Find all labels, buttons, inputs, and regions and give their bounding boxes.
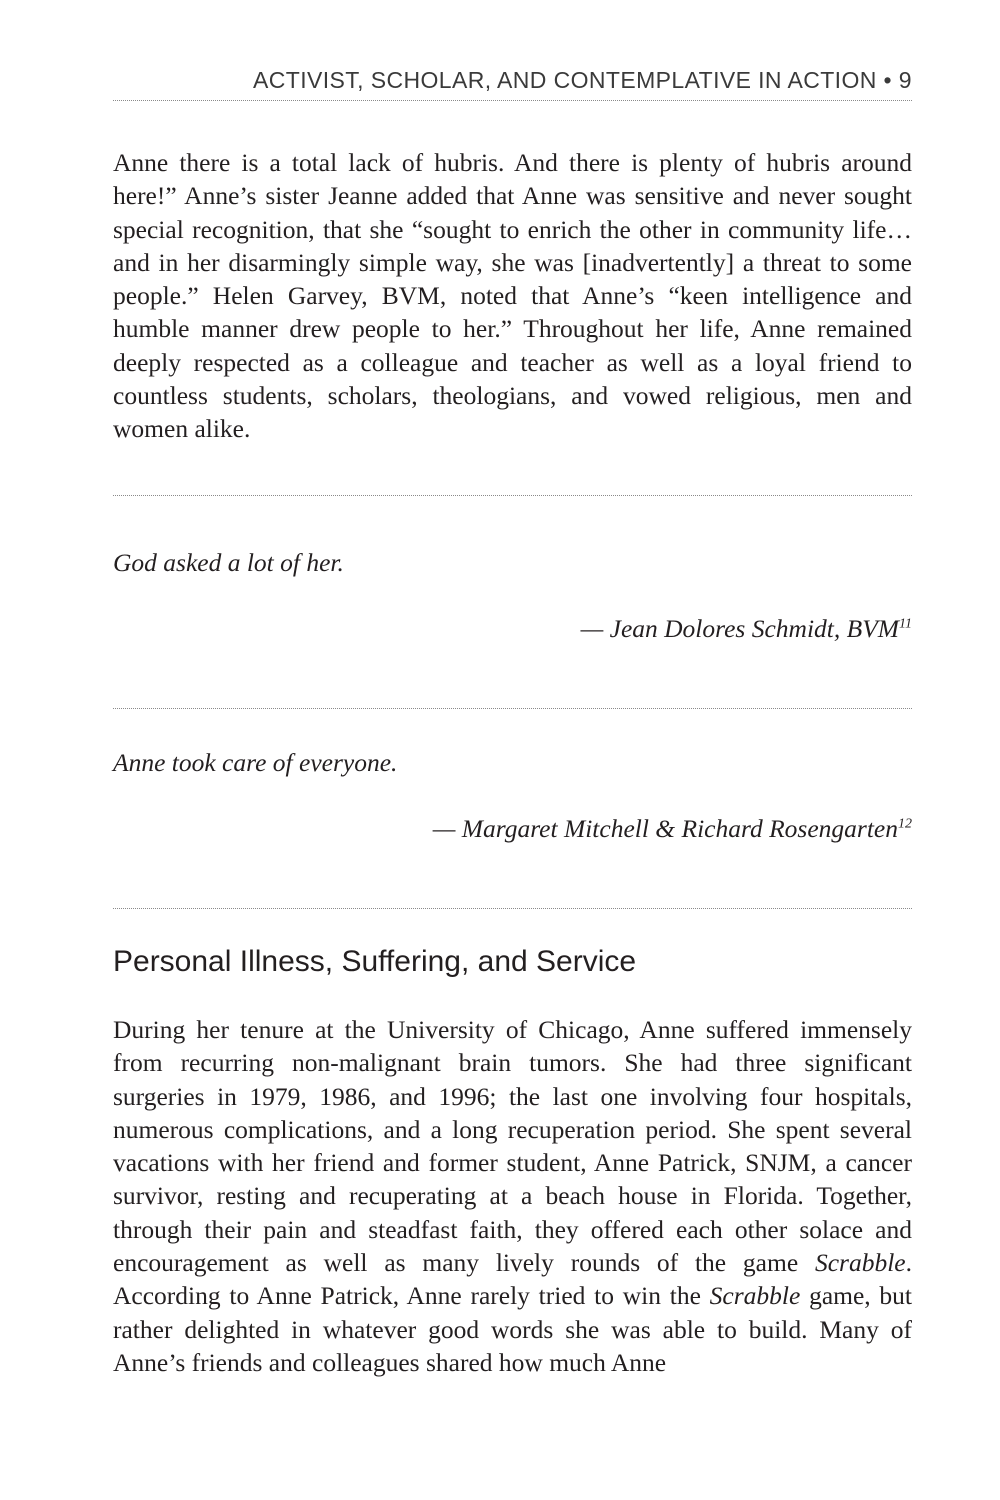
- running-head-title: ACTIVIST, SCHOLAR, AND CONTEMPLATIVE IN ACTION: [253, 67, 877, 93]
- footnote-marker: 12: [898, 816, 912, 832]
- epigraph-attribution: [113, 612, 912, 645]
- running-head: [113, 64, 912, 96]
- body-text: game, but rather delighted in whatever good words she was able to build. Many of Anne’s friends and colleagues shared how much Anne: [113, 1281, 912, 1377]
- epigraph-quote: Anne took care of everyone.: [113, 748, 398, 777]
- running-head-separator: •: [883, 67, 892, 93]
- body-text: During her tenure at the University of Chicago, Anne suffered immensely from recurring non-malignant brain tumors. She had three significant surgeries in 1979, 1986, and 1996; the last one involving four hospitals, numerous complications, and a long recuperation period. She spent several vacations with her friend and former student, Anne Patrick, SNJM, a cancer survivor, resting and recuperating at a beach house in Florida. Together, through their pain and steadfast faith, they offered each other solace and encouragement as well as many lively rounds of the game: [113, 1015, 912, 1278]
- body-paragraph: Anne there is a total lack of hubris. And there is plenty of hubris around here!” Anne’s sister Jeanne added that Anne was sensitive and never sought special recognition, that she “sought to enrich the other in community life… and in her disarmingly simple way, she was [inadvertently] a threat to some people.” Helen Garvey, BVM, noted that Anne’s “keen intelligence and humble manner drew people to her.” Throughout her life, Anne remained deeply respected as a colleague and teacher as well as a loyal friend to countless students, scholars, theologians, and vowed religious, men and women alike.: [113, 148, 912, 444]
- section-divider: [113, 708, 912, 709]
- attribution-text: — Jean Dolores Schmidt, BVM: [580, 614, 900, 643]
- game-title: Scrabble: [814, 1248, 906, 1278]
- header-divider: [113, 100, 912, 101]
- page-number: 9: [898, 67, 912, 93]
- section-divider: [113, 495, 912, 496]
- section-heading: Personal Illness, Suffering, and Service: [113, 945, 637, 978]
- epigraph-quote: God asked a lot of her.: [113, 548, 344, 577]
- game-title: Scrabble: [709, 1281, 801, 1311]
- attribution-text: — Margaret Mitchell & Richard Rosengarten: [432, 814, 898, 843]
- epigraph-attribution: [113, 812, 912, 845]
- section-divider: [113, 908, 912, 909]
- footnote-marker: 11: [899, 616, 912, 632]
- body-paragraph: [113, 1013, 912, 1379]
- body-text: . According to Anne Patrick, Anne rarely tried to win the: [113, 1248, 912, 1311]
